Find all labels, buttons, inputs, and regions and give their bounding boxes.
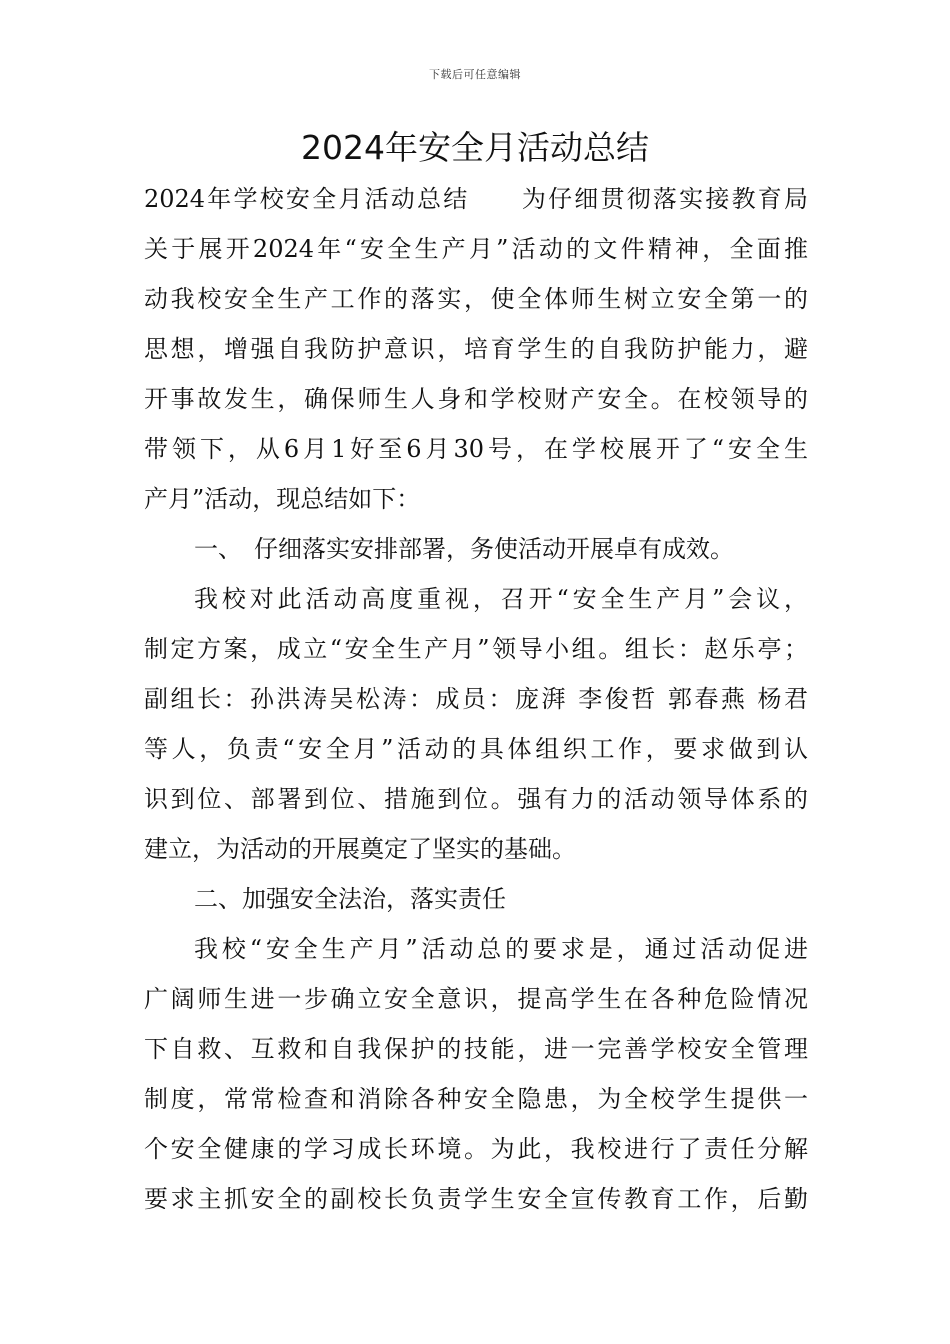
- text-line: 动我校安全生产工作的落实，使全体师生树立安全第一的: [144, 285, 808, 313]
- text-line: 2024年学校安全月活动总结 为仔细贯彻落实接教育局: [144, 185, 808, 213]
- text-line: 下自救、互救和自我保护的技能，进一完善学校安全管理: [144, 1035, 808, 1063]
- text-line: 要求主抓安全的副校长负责学生安全宣传教育工作，后勤: [144, 1185, 808, 1213]
- text-line: 制定方案，成立“安全生产月”领导小组。组长：赵乐亭；: [144, 635, 808, 663]
- text-line: 制度，常常检查和消除各种安全隐患，为全校学生提供一: [144, 1085, 808, 1113]
- header-note: 下载后可任意编辑: [429, 68, 521, 81]
- text-line: 一、 仔细落实安排部署，务使活动开展卓有成效。: [194, 535, 734, 563]
- text-line: 产月”活动，现总结如下：: [144, 485, 421, 513]
- page-title: 2024年安全月活动总结: [301, 128, 649, 167]
- text-line: 识到位、部署到位、措施到位。强有力的活动领导体系的: [144, 785, 808, 813]
- document-body: [144, 174, 808, 1224]
- text-line: 副组长：孙洪涛吴松涛：成员：庞湃 李俊哲 郭春燕 杨君: [144, 685, 808, 713]
- text-line: 等人，负责“安全月”活动的具体组织工作，要求做到认: [144, 735, 808, 763]
- text-line: 二、加强安全法治，落实责任: [194, 885, 506, 913]
- text-line: 思想，增强自我防护意识，培育学生的自我防护能力，避: [144, 335, 808, 363]
- text-line: 关于展开2024年“安全生产月”活动的文件精神，全面推: [144, 235, 808, 263]
- text-line: 我校“安全生产月”活动总的要求是，通过活动促进: [194, 935, 808, 963]
- text-line: 带领下，从6月1好至6月30号，在学校展开了“安全生: [144, 435, 808, 463]
- text-line: 我校对此活动高度重视，召开“安全生产月”会议，: [194, 585, 808, 613]
- text-line: 广阔师生进一步确立安全意识，提高学生在各种危险情况: [144, 985, 808, 1013]
- text-line: 个安全健康的学习成长环境。为此，我校进行了责任分解: [144, 1135, 808, 1163]
- text-line: 开事故发生，确保师生人身和学校财产安全。在校领导的: [144, 385, 808, 413]
- text-line: 建立，为活动的开展奠定了坚实的基础。: [144, 835, 576, 863]
